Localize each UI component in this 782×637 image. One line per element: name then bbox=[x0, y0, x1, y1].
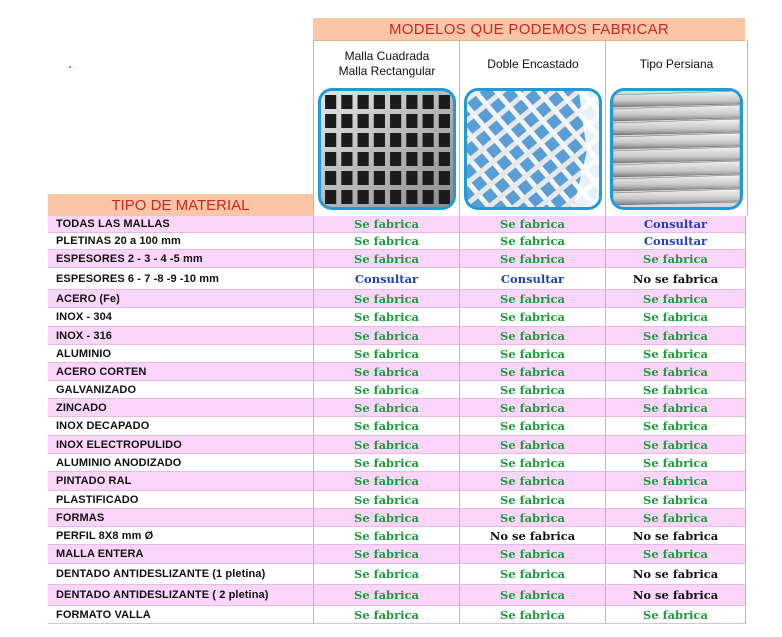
table-row bbox=[48, 491, 746, 509]
table-row bbox=[48, 363, 746, 381]
material-header: TIPO DE MATERIAL bbox=[48, 194, 313, 216]
model-name-square: Malla Cuadrada Malla Rectangular bbox=[338, 49, 436, 78]
material-cell: PINTADO RAL bbox=[56, 475, 132, 487]
mesh-cell bbox=[423, 95, 434, 109]
mesh-cell bbox=[406, 133, 417, 147]
status-cell: Se fabrica bbox=[605, 417, 746, 435]
status-cell: Se fabrica bbox=[313, 585, 459, 605]
status-cell: Se fabrica bbox=[459, 381, 605, 398]
mesh-cell bbox=[423, 152, 434, 166]
mesh-cell bbox=[390, 190, 401, 204]
material-cell: ZINCADO bbox=[56, 401, 107, 414]
mesh-cell bbox=[374, 95, 385, 109]
material-cell: ESPESORES 6 - 7 -8 -9 -10 mm bbox=[56, 272, 219, 285]
material-cell: PLETINAS 20 a 100 mm bbox=[56, 235, 181, 247]
table-row bbox=[48, 472, 746, 491]
status-cell: Se fabrica bbox=[459, 363, 605, 380]
model-column-louvre bbox=[605, 40, 748, 215]
material-cell: FORMATO VALLA bbox=[56, 608, 151, 621]
status-cell: Consultar bbox=[313, 268, 459, 289]
status-cell: Se fabrica bbox=[313, 509, 459, 526]
mesh-cell bbox=[374, 190, 385, 204]
mesh-cell bbox=[358, 152, 369, 166]
status-cell: Se fabrica bbox=[605, 399, 746, 416]
mesh-cell bbox=[423, 190, 434, 204]
status-cell: Se fabrica bbox=[459, 233, 605, 249]
mesh-cell bbox=[374, 152, 385, 166]
material-cell: PLASTIFICADO bbox=[56, 493, 139, 506]
mesh-cell bbox=[439, 171, 450, 185]
material-cell: GALVANIZADO bbox=[56, 383, 137, 396]
status-cell: Se fabrica bbox=[459, 545, 605, 563]
status-cell: Se fabrica bbox=[313, 472, 459, 490]
mesh-cell bbox=[325, 152, 336, 166]
table-row bbox=[48, 417, 746, 436]
mesh-cell bbox=[406, 171, 417, 185]
mesh-cell bbox=[390, 171, 401, 185]
louvre-grating-image bbox=[610, 88, 743, 210]
status-cell: Se fabrica bbox=[313, 250, 459, 267]
mesh-cell bbox=[406, 95, 417, 109]
mesh-cell bbox=[374, 133, 385, 147]
status-cell: Se fabrica bbox=[313, 454, 459, 471]
status-cell: Se fabrica bbox=[605, 472, 746, 490]
mesh-cell bbox=[390, 133, 401, 147]
table-row bbox=[48, 564, 746, 585]
status-cell: Se fabrica bbox=[459, 399, 605, 416]
status-cell: Se fabrica bbox=[605, 250, 746, 267]
status-cell: Se fabrica bbox=[605, 345, 746, 362]
material-cell: ALUMINIO bbox=[56, 347, 112, 360]
mesh-cell bbox=[325, 95, 336, 109]
status-cell: Se fabrica bbox=[313, 417, 459, 435]
mesh-cell bbox=[325, 171, 336, 185]
diagonal-mesh-grating-icon bbox=[467, 91, 599, 207]
material-cell: ALUMINIO ANODIZADO bbox=[56, 456, 182, 469]
status-cell: No se fabrica bbox=[459, 527, 605, 544]
status-cell: Se fabrica bbox=[459, 472, 605, 490]
status-cell: Se fabrica bbox=[313, 363, 459, 380]
status-cell: Se fabrica bbox=[605, 509, 746, 526]
status-cell: Se fabrica bbox=[313, 399, 459, 416]
material-cell: INOX - 304 bbox=[56, 311, 113, 323]
material-cell: ACERO CORTEN bbox=[56, 365, 147, 378]
table-row bbox=[48, 268, 746, 290]
status-cell: Se fabrica bbox=[605, 381, 746, 398]
status-cell: Se fabrica bbox=[313, 216, 459, 232]
status-cell: No se fabrica bbox=[605, 527, 746, 544]
mesh-cell bbox=[374, 171, 385, 185]
mesh-cell bbox=[423, 114, 434, 128]
status-cell: Se fabrica bbox=[605, 606, 746, 623]
status-cell: Se fabrica bbox=[459, 436, 605, 453]
status-cell: Consultar bbox=[605, 233, 746, 249]
status-cell: Se fabrica bbox=[605, 308, 746, 326]
mesh-cell bbox=[374, 114, 385, 128]
mesh-cell bbox=[341, 152, 352, 166]
mesh-cell bbox=[390, 114, 401, 128]
model-column-square bbox=[313, 40, 460, 215]
model-name-louvre: Tipo Persiana bbox=[639, 56, 714, 71]
mesh-cell bbox=[439, 152, 450, 166]
status-cell: Se fabrica bbox=[313, 327, 459, 344]
stray-mark bbox=[69, 66, 71, 68]
status-cell: No se fabrica bbox=[605, 585, 746, 605]
mesh-cell bbox=[358, 171, 369, 185]
status-cell: Se fabrica bbox=[605, 454, 746, 471]
models-header: MODELOS QUE PODEMOS FABRICAR bbox=[313, 18, 745, 41]
material-cell: FORMAS bbox=[56, 511, 105, 524]
table-row bbox=[48, 327, 746, 345]
status-cell: Se fabrica bbox=[605, 545, 746, 563]
status-cell: No se fabrica bbox=[605, 268, 746, 289]
mesh-cell bbox=[341, 133, 352, 147]
mesh-cell bbox=[390, 95, 401, 109]
table-row bbox=[48, 454, 746, 472]
status-cell: Se fabrica bbox=[459, 345, 605, 362]
status-cell: Se fabrica bbox=[459, 290, 605, 307]
status-cell: Se fabrica bbox=[459, 417, 605, 435]
mesh-cell bbox=[406, 152, 417, 166]
status-cell: Consultar bbox=[605, 216, 746, 232]
material-cell: MALLA ENTERA bbox=[56, 548, 144, 560]
status-cell: Se fabrica bbox=[313, 545, 459, 563]
diagonal-mesh-grating-image bbox=[464, 88, 602, 210]
mesh-cell bbox=[358, 95, 369, 109]
status-cell: Se fabrica bbox=[605, 436, 746, 453]
table-row bbox=[48, 509, 746, 527]
table-row bbox=[48, 606, 746, 624]
mesh-cell bbox=[406, 114, 417, 128]
mesh-cell bbox=[341, 114, 352, 128]
status-cell: Se fabrica bbox=[605, 290, 746, 307]
status-cell: Se fabrica bbox=[313, 491, 459, 508]
status-cell: Se fabrica bbox=[605, 491, 746, 508]
table-row bbox=[48, 545, 746, 564]
material-cell: DENTADO ANTIDESLIZANTE (1 pletina) bbox=[56, 568, 266, 580]
mesh-cell bbox=[439, 95, 450, 109]
status-cell: Consultar bbox=[459, 268, 605, 289]
material-cell: DENTADO ANTIDESLIZANTE ( 2 pletina) bbox=[56, 589, 269, 601]
model-column-diagonal bbox=[459, 40, 606, 215]
table-row bbox=[48, 290, 746, 308]
status-cell: Se fabrica bbox=[459, 250, 605, 267]
model-name-diagonal: Doble Encastado bbox=[487, 56, 579, 71]
table-row bbox=[48, 308, 746, 327]
status-cell: Se fabrica bbox=[459, 327, 605, 344]
louvre-grating-icon bbox=[613, 91, 740, 207]
square-mesh-grating-icon bbox=[321, 91, 453, 207]
material-cell: ESPESORES 2 - 3 - 4 -5 mm bbox=[56, 252, 203, 265]
table-row bbox=[48, 436, 746, 454]
status-cell: Se fabrica bbox=[313, 290, 459, 307]
status-cell: Se fabrica bbox=[313, 436, 459, 453]
table-row bbox=[48, 233, 746, 250]
status-cell: Se fabrica bbox=[313, 606, 459, 623]
table-row bbox=[48, 250, 746, 268]
status-cell: No se fabrica bbox=[605, 564, 746, 584]
table-row bbox=[48, 527, 746, 545]
materials-table bbox=[48, 216, 746, 624]
mesh-cell bbox=[341, 95, 352, 109]
material-cell: ACERO (Fe) bbox=[56, 292, 120, 305]
mesh-cell bbox=[439, 114, 450, 128]
status-cell: Se fabrica bbox=[313, 345, 459, 362]
mesh-cell bbox=[423, 133, 434, 147]
status-cell: Se fabrica bbox=[605, 327, 746, 344]
status-cell: Se fabrica bbox=[459, 606, 605, 623]
status-cell: Se fabrica bbox=[459, 585, 605, 605]
table-row bbox=[48, 345, 746, 363]
mesh-cell bbox=[358, 133, 369, 147]
status-cell: Se fabrica bbox=[459, 454, 605, 471]
mesh-cell bbox=[358, 114, 369, 128]
material-cell: INOX DECAPADO bbox=[56, 420, 150, 432]
status-cell: Se fabrica bbox=[313, 381, 459, 398]
status-cell: Se fabrica bbox=[313, 308, 459, 326]
material-cell: PERFIL 8X8 mm Ø bbox=[56, 529, 154, 542]
mesh-cell bbox=[325, 114, 336, 128]
square-mesh-grating-image bbox=[318, 88, 456, 210]
table-row bbox=[48, 381, 746, 399]
status-cell: Se fabrica bbox=[459, 216, 605, 232]
status-cell: Se fabrica bbox=[605, 363, 746, 380]
table-row bbox=[48, 216, 746, 233]
mesh-cell bbox=[423, 171, 434, 185]
mesh-cell bbox=[325, 133, 336, 147]
status-cell: Se fabrica bbox=[313, 527, 459, 544]
status-cell: Se fabrica bbox=[313, 233, 459, 249]
status-cell: Se fabrica bbox=[459, 564, 605, 584]
status-cell: Se fabrica bbox=[313, 564, 459, 584]
mesh-cell bbox=[325, 190, 336, 204]
mesh-cell bbox=[406, 190, 417, 204]
status-cell: Se fabrica bbox=[459, 491, 605, 508]
table-row bbox=[48, 585, 746, 606]
mesh-cell bbox=[439, 133, 450, 147]
status-cell: Se fabrica bbox=[459, 308, 605, 326]
table-row bbox=[48, 399, 746, 417]
material-cell: INOX ELECTROPULIDO bbox=[56, 438, 182, 451]
material-cell: TODAS LAS MALLAS bbox=[56, 218, 170, 230]
mesh-cell bbox=[439, 190, 450, 204]
material-cell: INOX - 316 bbox=[56, 329, 113, 342]
status-cell: Se fabrica bbox=[459, 509, 605, 526]
mesh-cell bbox=[358, 190, 369, 204]
mesh-cell bbox=[341, 190, 352, 204]
mesh-cell bbox=[341, 171, 352, 185]
mesh-cell bbox=[390, 152, 401, 166]
